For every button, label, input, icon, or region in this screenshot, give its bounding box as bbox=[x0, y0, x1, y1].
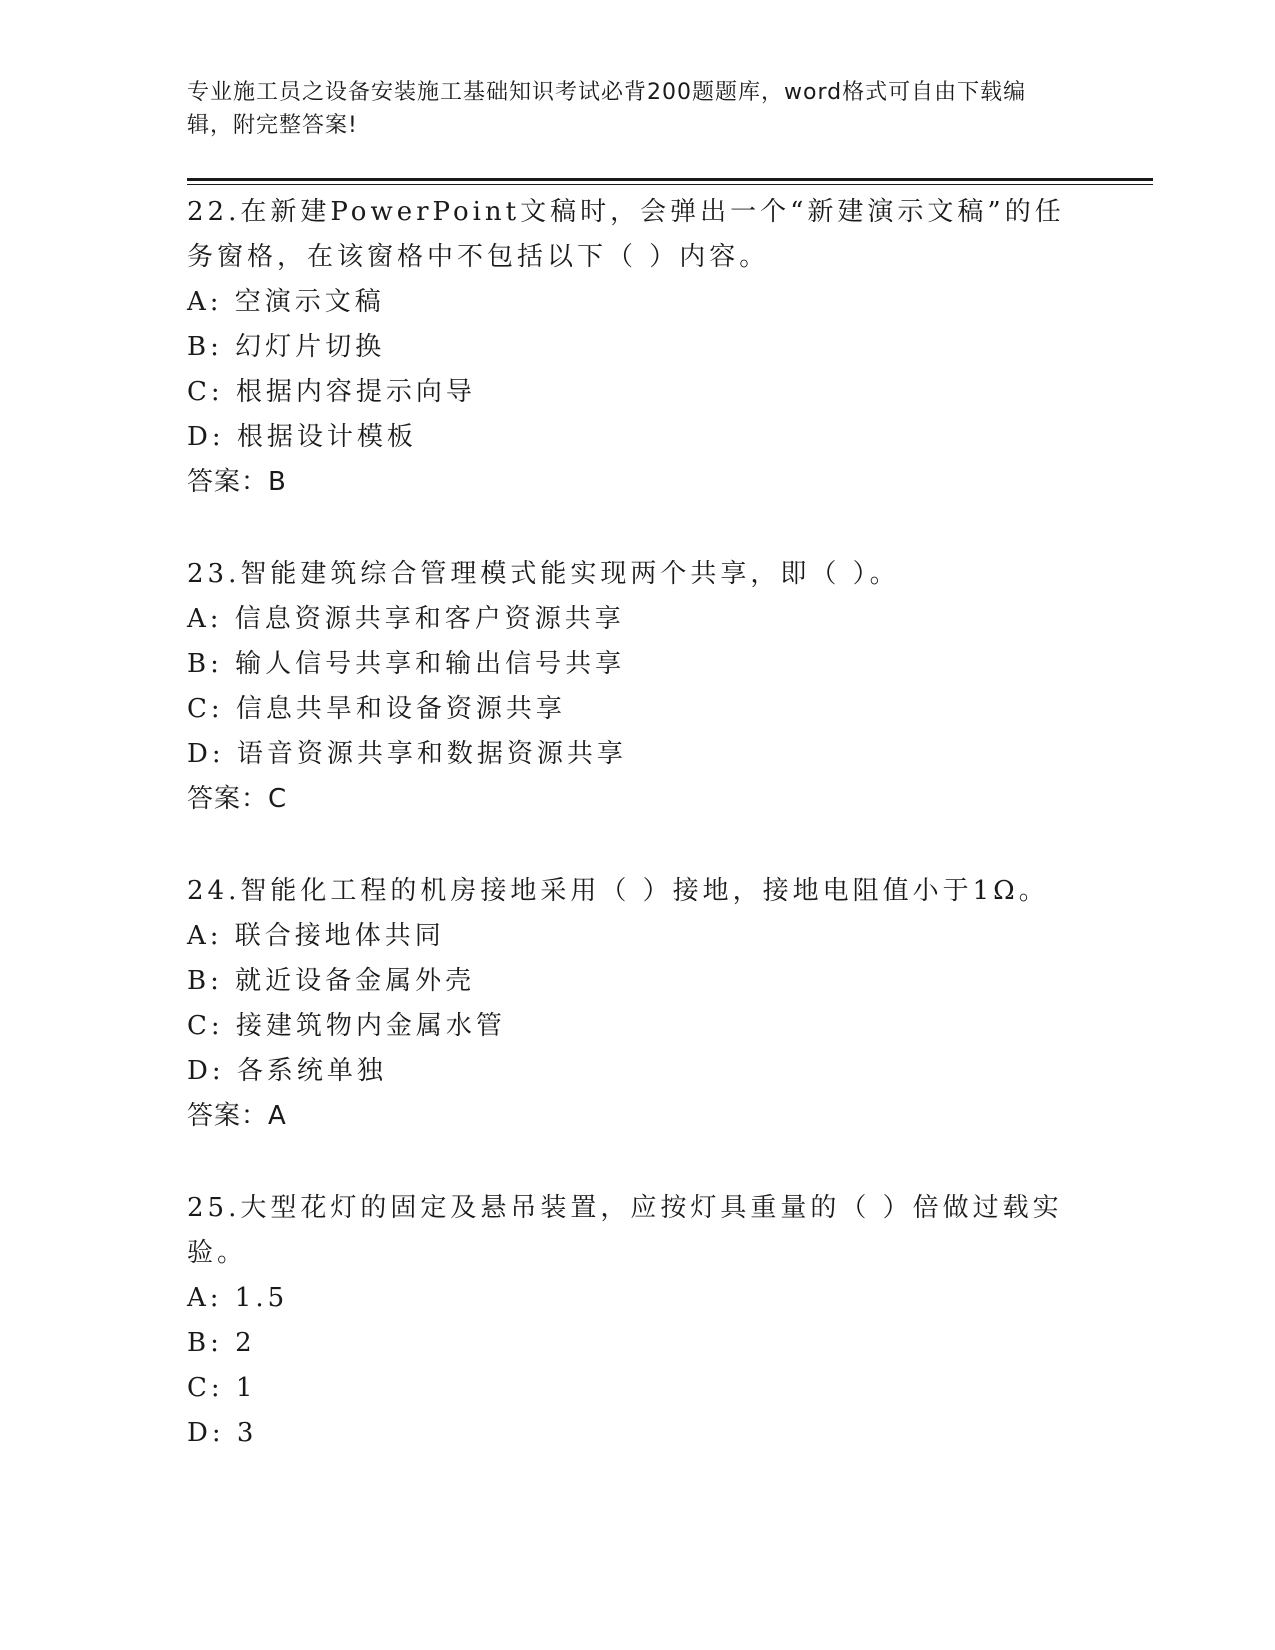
option-d: D: 根据设计模板 bbox=[187, 422, 417, 452]
question-24 bbox=[187, 869, 1087, 1139]
option-c: C: 信息共旱和设备资源共享 bbox=[187, 694, 566, 724]
question-text: 23.智能建筑综合管理模式能实现两个共享，即（ ）。 bbox=[187, 559, 900, 589]
question-22 bbox=[187, 190, 1087, 505]
question-text: 25.大型花灯的固定及悬吊装置，应按灯具重量的（ ）倍做过载实验。 bbox=[187, 1193, 1063, 1268]
page-header-title: 专业施工员之设备安装施工基础知识考试必背200题题库，word格式可自由下载编辑，附完整答案! bbox=[187, 80, 1027, 138]
option-b: B: 幻灯片切换 bbox=[187, 332, 386, 362]
answer-line: 答案：B bbox=[187, 467, 287, 497]
option-a: A: 联合接地体共同 bbox=[187, 921, 445, 951]
question-23 bbox=[187, 552, 1087, 822]
answer-line: 答案：C bbox=[187, 784, 288, 814]
option-b: B: 就近设备金属外壳 bbox=[187, 966, 476, 996]
option-d: D: 3 bbox=[187, 1418, 258, 1448]
question-text: 24.智能化工程的机房接地采用（ ）接地，接地电阻值小于1Ω。 bbox=[187, 876, 1049, 906]
option-d: D: 语音资源共享和数据资源共享 bbox=[187, 739, 627, 769]
option-a: A: 1.5 bbox=[187, 1283, 289, 1313]
option-c: C: 根据内容提示向导 bbox=[187, 377, 476, 407]
header-divider-thin bbox=[187, 184, 1153, 185]
question-list bbox=[187, 190, 1087, 1456]
option-c: C: 1 bbox=[187, 1373, 257, 1403]
option-a: A: 空演示文稿 bbox=[187, 287, 385, 317]
answer-line: 答案：A bbox=[187, 1101, 287, 1131]
question-text: 22.在新建PowerPoint文稿时，会弹出一个“新建演示文稿”的任务窗格，在该窗格中不包括以下（ ）内容。 bbox=[187, 197, 1065, 272]
option-b: B: 2 bbox=[187, 1328, 256, 1358]
option-d: D: 各系统单独 bbox=[187, 1056, 387, 1086]
option-c: C: 接建筑物内金属水管 bbox=[187, 1011, 506, 1041]
question-25 bbox=[187, 1186, 1087, 1456]
option-a: A: 信息资源共享和客户资源共享 bbox=[187, 604, 625, 634]
header-divider-thick bbox=[187, 178, 1153, 181]
option-b: B: 输人信号共享和输出信号共享 bbox=[187, 649, 626, 679]
